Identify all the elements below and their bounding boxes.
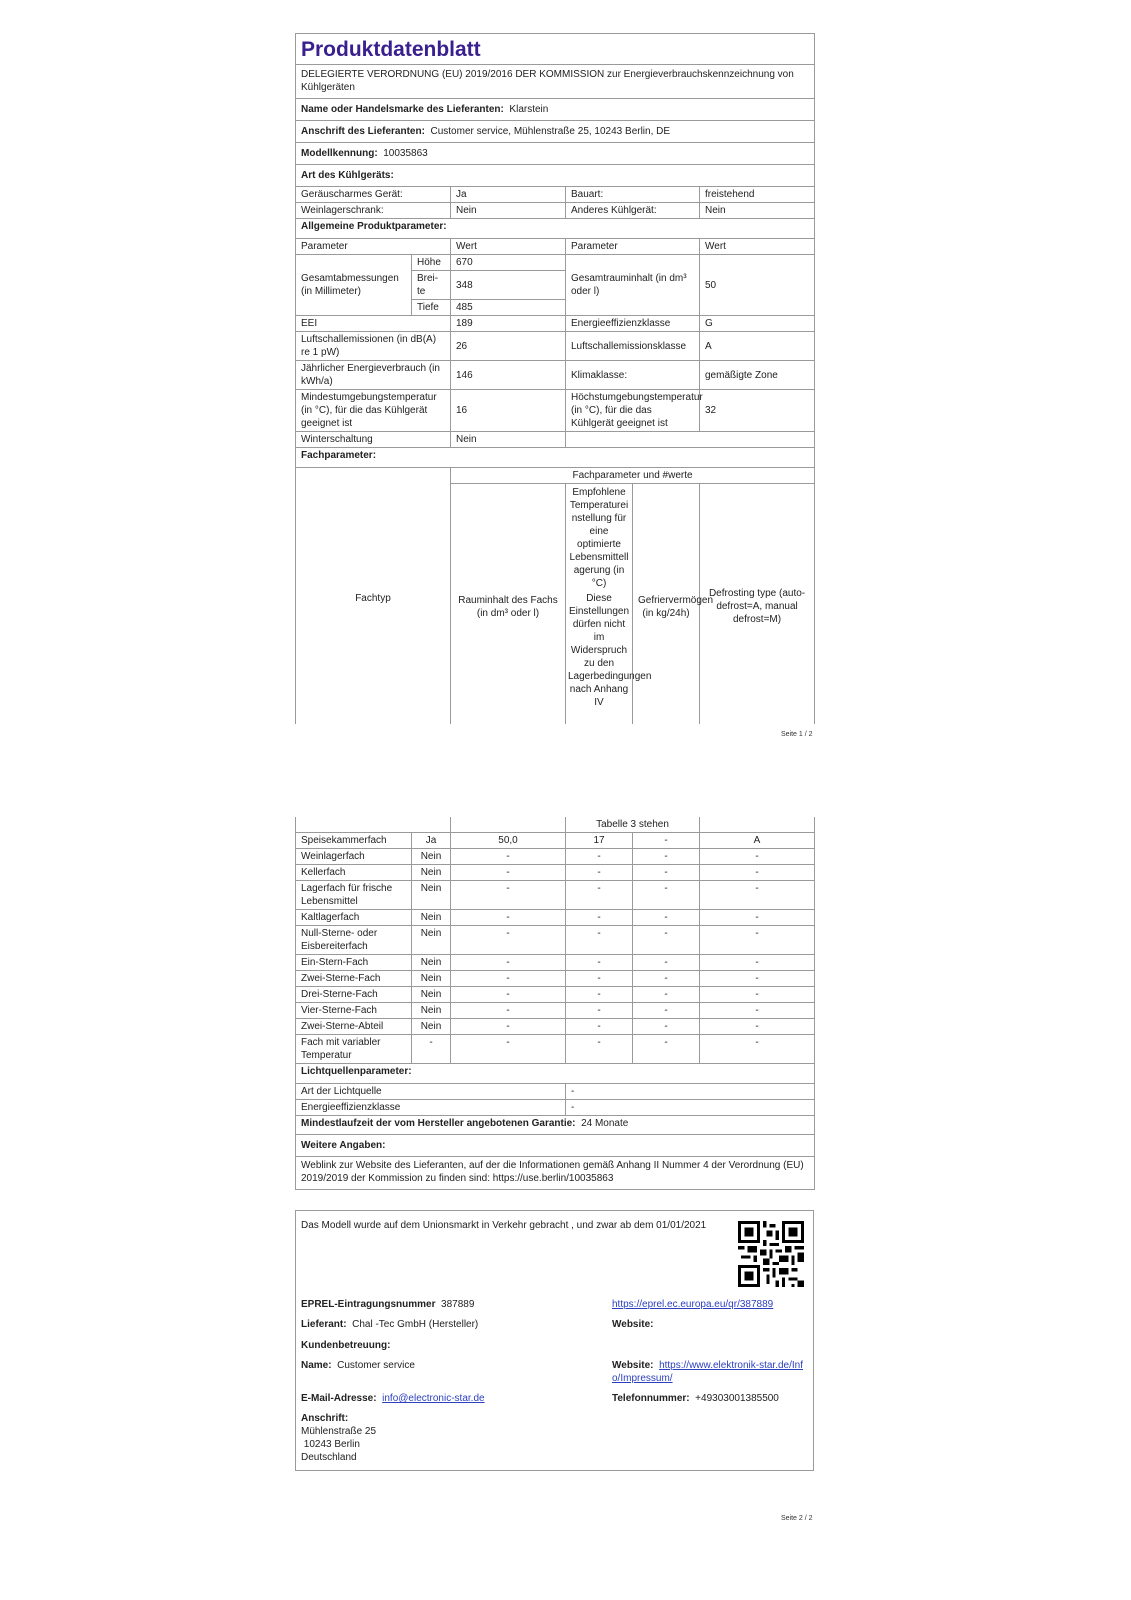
general-header	[296, 239, 815, 255]
cell: -	[566, 955, 633, 971]
cell: 189	[451, 316, 566, 332]
label: Anschrift des Lieferanten:	[301, 126, 425, 137]
cell: Rauminhalt des Fachs (in dm³ oder l)	[451, 484, 566, 725]
cell: -	[451, 955, 566, 971]
compartment-row	[296, 1035, 815, 1064]
cell: Mindestumgebungstemperatur (in °C), für die das Kühlgerät geeignet ist	[296, 390, 451, 432]
cell: -	[700, 1019, 815, 1035]
compartment-row	[296, 881, 815, 910]
cell: 50	[700, 255, 815, 316]
cell: Nein	[451, 432, 566, 448]
website-label: Website:	[612, 1319, 654, 1330]
addr-line: 10243 Berlin	[301, 1439, 360, 1450]
warranty	[296, 1116, 815, 1135]
cell: -	[451, 1003, 566, 1019]
compartment-row	[296, 987, 815, 1003]
page-2	[295, 817, 815, 1190]
email-link[interactable]: info@electronic-star.de	[382, 1393, 485, 1404]
cell: Geräuscharmes Gerät:	[296, 187, 451, 203]
cell: Nein	[412, 865, 451, 881]
cell: -	[566, 1019, 633, 1035]
value: Customer service	[337, 1360, 415, 1371]
cell: 146	[451, 361, 566, 390]
cell: -	[700, 926, 815, 955]
cell: Wert	[451, 239, 566, 255]
supplier	[301, 1318, 478, 1331]
cell: Brei-te	[412, 271, 451, 300]
section-general: Allgemeine Produktparameter:	[296, 219, 815, 239]
cell: -	[700, 971, 815, 987]
cell: Weinlagerschrank:	[296, 203, 451, 219]
cell: -	[566, 987, 633, 1003]
compartment-table	[295, 817, 815, 1190]
value: +49303001385500	[695, 1393, 779, 1404]
value: Customer service, Mühlenstraße 25, 10243 Berlin, DE	[430, 126, 671, 137]
cell: Jährlicher Energieverbrauch (in kWh/a)	[296, 361, 451, 390]
type-row	[296, 203, 815, 219]
cell: Gefriervermögen (in kg/24h)	[633, 484, 700, 725]
value: 10035863	[383, 148, 428, 159]
cell: Bauart:	[566, 187, 700, 203]
dimensions-label: Gesamtabmessungen (in Millimeter)	[296, 255, 412, 316]
website-2	[612, 1359, 808, 1385]
general-row	[296, 390, 815, 432]
cell: Fachtyp	[296, 468, 451, 725]
cell: Drei-Sterne-Fach	[296, 987, 412, 1003]
cell: -	[451, 987, 566, 1003]
cell: -	[451, 926, 566, 955]
postal-address	[301, 1412, 376, 1464]
eprel-number	[301, 1298, 474, 1311]
value: Klarstein	[509, 104, 549, 115]
website-link[interactable]: https://www.elektronik-star.de/Info/Impressum/	[612, 1360, 804, 1384]
cell: Gesamtrauminhalt (in dm³ oder l)	[566, 255, 700, 316]
compartment-row	[296, 971, 815, 987]
cell: -	[633, 1035, 700, 1064]
cell: Nein	[412, 910, 451, 926]
cell: Art der Lichtquelle	[296, 1084, 566, 1100]
addr-line: Mühlenstraße 25	[301, 1426, 377, 1437]
cell: Winterschaltung	[296, 432, 451, 448]
cell	[296, 817, 451, 833]
cell: EEI	[296, 316, 451, 332]
cell: Lagerfach für frische Lebensmittel	[296, 881, 412, 910]
cell: -	[633, 865, 700, 881]
customer-service-heading: Kundenbetreuung:	[301, 1340, 391, 1351]
cell: Klimaklasse:	[566, 361, 700, 390]
cell: Kaltlagerfach	[296, 910, 412, 926]
cell: Tabelle 3 stehen	[566, 817, 700, 833]
cell: Wert	[700, 239, 815, 255]
cell: -	[633, 971, 700, 987]
cell: Defrosting type (auto-defrost=A, manual defrost=M)	[700, 484, 815, 725]
label: EPREL-Eintragungsnummer	[301, 1299, 436, 1310]
cell: Zwei-Sterne-Abteil	[296, 1019, 412, 1035]
label: Mindestlaufzeit der vom Hersteller angebotenen Garantie:	[301, 1118, 576, 1129]
compartment-row	[296, 1003, 815, 1019]
cell: -	[700, 1003, 815, 1019]
section-type: Art des Kühlgeräts:	[296, 165, 815, 187]
section-more: Weitere Angaben:	[296, 1135, 815, 1157]
cell: A	[700, 833, 815, 849]
addr-line: Deutschland	[301, 1452, 357, 1463]
cell	[566, 484, 652, 725]
cell: Nein	[412, 926, 451, 955]
cell: Tiefe	[412, 300, 451, 316]
cell: -	[451, 1019, 566, 1035]
label: E-Mail-Adresse:	[301, 1393, 377, 1404]
cell: -	[451, 910, 566, 926]
cell: 26	[451, 332, 566, 361]
cell: -	[566, 865, 633, 881]
compartment-row	[296, 955, 815, 971]
value: Chal -Tec GmbH (Hersteller)	[352, 1319, 479, 1330]
cell	[700, 817, 815, 833]
cell: -	[566, 1003, 633, 1019]
general-row	[296, 316, 815, 332]
cell: Nein	[412, 1003, 451, 1019]
label: Anschrift:	[301, 1413, 349, 1424]
cell: Zwei-Sterne-Fach	[296, 971, 412, 987]
label: Website:	[612, 1360, 654, 1371]
compartment-row	[296, 833, 815, 849]
cell	[566, 432, 815, 448]
general-row	[296, 332, 815, 361]
cell: Nein	[412, 971, 451, 987]
cell: Ja	[451, 187, 566, 203]
cell: 485	[451, 300, 566, 316]
eprel-link[interactable]: https://eprel.ec.europa.eu/qr/387889	[612, 1299, 774, 1310]
cell: -	[700, 881, 815, 910]
email	[301, 1392, 485, 1405]
cell: Parameter	[566, 239, 700, 255]
cell: -	[700, 955, 815, 971]
regulation-subtitle: DELEGIERTE VERORDNUNG (EU) 2019/2016 DER KOMMISSION zur Energieverbrauchskennzeichnung von Kühlgeräten	[296, 65, 815, 99]
cell: -	[566, 1084, 815, 1100]
contact-name	[301, 1359, 415, 1372]
cell: G	[700, 316, 815, 332]
cell: -	[633, 910, 700, 926]
cell: Nein	[412, 881, 451, 910]
cell: 670	[451, 255, 566, 271]
cell: Anderes Kühlgerät:	[566, 203, 700, 219]
cell: Nein	[412, 955, 451, 971]
cell: Fach mit variabler Temperatur	[296, 1035, 412, 1064]
cell: -	[700, 987, 815, 1003]
section-light: Lichtquellenparameter:	[296, 1064, 815, 1084]
cell: Fachparameter und #werte	[451, 468, 815, 484]
label: Telefonnummer:	[612, 1393, 690, 1404]
label: Modellkennung:	[301, 148, 378, 159]
cell: 348	[451, 271, 566, 300]
cell: -	[566, 881, 633, 910]
cell: -	[451, 865, 566, 881]
cell: Null-Sterne- oder Eisbereiterfach	[296, 926, 412, 955]
cell: -	[700, 865, 815, 881]
cell: A	[700, 332, 815, 361]
cell: Weinlagerfach	[296, 849, 412, 865]
compartment-row	[296, 926, 815, 955]
label: Name oder Handelsmarke des Lieferanten:	[301, 104, 504, 115]
cell: Energieeffizienzklasse	[566, 316, 700, 332]
cell: -	[633, 955, 700, 971]
cell: Nein	[412, 1019, 451, 1035]
cell: Nein	[412, 987, 451, 1003]
cell: Höhe	[412, 255, 451, 271]
cell: gemäßigte Zone	[700, 361, 815, 390]
cell: 16	[451, 390, 566, 432]
cell: -	[633, 881, 700, 910]
cell: Nein	[412, 849, 451, 865]
cell: -	[451, 1035, 566, 1064]
text: Empfohlene Temperatureinstellung für eine optimierte Lebensmittellagerung (in °C)	[569, 487, 629, 589]
supplier-name	[296, 99, 815, 121]
cell: -	[451, 881, 566, 910]
cell: -	[451, 849, 566, 865]
cell: -	[566, 971, 633, 987]
cell: -	[633, 833, 700, 849]
cell: -	[633, 1003, 700, 1019]
cell: -	[633, 926, 700, 955]
cell: Parameter	[296, 239, 451, 255]
cell: Luftschallemissionsklasse	[566, 332, 700, 361]
page-1	[295, 33, 815, 724]
model-id	[296, 143, 815, 165]
page-title: Produktdatenblatt	[296, 34, 815, 65]
cell: -	[633, 1019, 700, 1035]
phone	[612, 1392, 779, 1405]
label: Name:	[301, 1360, 332, 1371]
cell: -	[700, 1035, 815, 1064]
cell: -	[566, 1100, 815, 1116]
cell: -	[633, 849, 700, 865]
text: Diese Einstellungen dürfen nicht im Widerspruch zu den Lagerbedingungen nach Anhang IV	[568, 593, 652, 708]
page-number: Seite 2 / 2	[781, 1515, 813, 1522]
cell: Luftschallemissionen (in dB(A) re 1 pW)	[296, 332, 451, 361]
value: 24 Monate	[581, 1118, 629, 1129]
weblink: Weblink zur Website des Lieferanten, auf der die Informationen gemäß Anhang II Nummer 4 der Verordnung (EU) 2019/2019 der Kommission zu finden sind: https://use.berlin/10035863	[296, 1157, 815, 1190]
cell: Kellerfach	[296, 865, 412, 881]
cell: 50,0	[451, 833, 566, 849]
cell: Nein	[700, 203, 815, 219]
compartment-row	[296, 1019, 815, 1035]
page-number: Seite 1 / 2	[781, 731, 813, 738]
cell: Höchstumgebungstemperatur (in °C), für die das Kühlgerät geeignet ist	[566, 390, 700, 432]
section-fach: Fachparameter:	[296, 448, 815, 468]
supplier-address	[296, 121, 815, 143]
cell: Vier-Sterne-Fach	[296, 1003, 412, 1019]
cell: Ein-Stern-Fach	[296, 955, 412, 971]
cell: Ja	[412, 833, 451, 849]
cell	[451, 817, 566, 833]
cell: -	[412, 1035, 451, 1064]
value: 387889	[441, 1299, 475, 1310]
qr-code-icon	[738, 1221, 804, 1287]
cell: -	[451, 971, 566, 987]
compartment-row	[296, 910, 815, 926]
datasheet-table	[295, 33, 815, 724]
cell: -	[566, 926, 633, 955]
cell: -	[700, 849, 815, 865]
cell: Nein	[451, 203, 566, 219]
compartment-row	[296, 849, 815, 865]
cell: -	[566, 910, 633, 926]
compartment-row	[296, 865, 815, 881]
cell: 32	[700, 390, 815, 432]
cell: freistehend	[700, 187, 815, 203]
footer-box	[295, 1210, 814, 1471]
market-date: Das Modell wurde auf dem Unionsmarkt in Verkehr gebracht , und zwar ab dem 01/01/2021	[301, 1220, 707, 1231]
cell: -	[566, 1035, 633, 1064]
general-row	[296, 361, 815, 390]
cell: Speisekammerfach	[296, 833, 412, 849]
cell: 17	[566, 833, 633, 849]
type-row	[296, 187, 815, 203]
cell: Energieeffizienzklasse	[296, 1100, 566, 1116]
cell: -	[633, 987, 700, 1003]
cell: -	[700, 910, 815, 926]
label: Lieferant:	[301, 1319, 347, 1330]
cell: -	[566, 849, 633, 865]
